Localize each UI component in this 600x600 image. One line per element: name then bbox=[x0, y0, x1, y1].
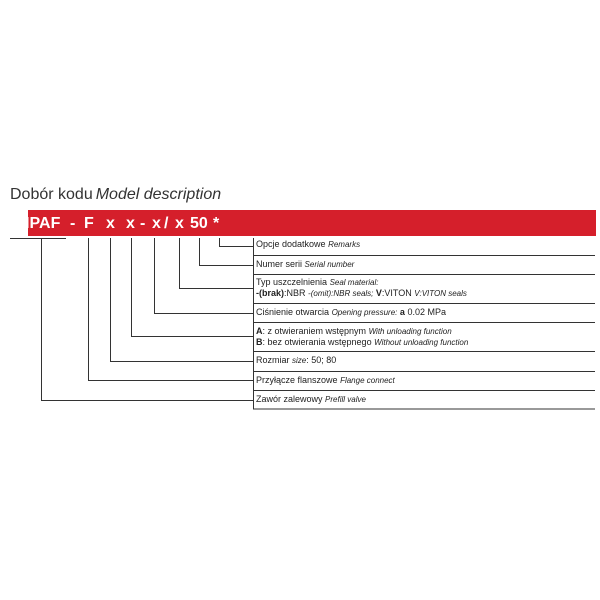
unloading-b-pl: : bez otwierania wstępnego bbox=[262, 337, 372, 347]
row-valve bbox=[256, 394, 366, 405]
seal-opt2-en: V:VITON seals bbox=[414, 289, 467, 298]
seal-opt1-en: -(omit):NBR seals; bbox=[308, 289, 374, 298]
pressure-code: a bbox=[399, 307, 405, 317]
leader-seal bbox=[180, 238, 254, 289]
flange-pl: Przyłącze flanszowe bbox=[256, 375, 338, 385]
serial-en: Serial number bbox=[304, 260, 355, 269]
seal-opt1-value: :NBR bbox=[284, 288, 306, 298]
code-x-4: x bbox=[175, 215, 184, 232]
remarks-pl: Opcje dodatkowe bbox=[256, 239, 326, 249]
seal-en: Seal material: bbox=[329, 278, 379, 287]
leader-unloading bbox=[132, 238, 254, 337]
leader-valve bbox=[42, 238, 254, 401]
valve-en: Prefill valve bbox=[325, 395, 366, 404]
row-unloading bbox=[256, 326, 468, 348]
code-x-2: x bbox=[126, 215, 135, 232]
remarks-en: Remarks bbox=[328, 240, 361, 249]
size-value: : 50; 80 bbox=[306, 355, 337, 365]
flange-en: Flange connect bbox=[340, 376, 395, 385]
row-pressure bbox=[256, 307, 446, 318]
code-slash: / bbox=[164, 215, 169, 232]
unloading-b-code: B bbox=[256, 337, 263, 347]
heading-polish: Dobór kodu bbox=[10, 186, 93, 203]
row-serial bbox=[256, 259, 354, 270]
row-seal bbox=[256, 277, 467, 299]
leader-serial bbox=[200, 238, 254, 266]
size-pl: Rozmiar bbox=[256, 355, 290, 365]
seal-opt2-value: :VITON bbox=[381, 288, 412, 298]
code-dash-2: - bbox=[140, 215, 146, 232]
seal-pl: Typ uszczelnienia bbox=[256, 277, 328, 287]
pressure-pl: Ciśnienie otwarcia bbox=[256, 307, 330, 317]
leader-pressure bbox=[155, 238, 254, 314]
row-flange bbox=[256, 375, 395, 386]
unloading-b-en: Without unloading function bbox=[374, 338, 469, 347]
code-hpaf: HPAF bbox=[18, 215, 61, 232]
unloading-a-pl: : z otwieraniem wstępnym bbox=[262, 326, 367, 336]
code-x-3: x bbox=[152, 215, 161, 232]
leader-remarks bbox=[220, 238, 254, 247]
pressure-en: Opening pressure: bbox=[331, 308, 398, 317]
pressure-value: 0.02 MPa bbox=[407, 307, 446, 317]
seal-opt2-code: V bbox=[375, 288, 382, 298]
code-f: F bbox=[84, 215, 94, 232]
unloading-a-en: With unloading function bbox=[368, 327, 452, 336]
code-x-1: x bbox=[106, 215, 115, 232]
serial-pl: Numer serii bbox=[256, 259, 303, 269]
code-50: 50 bbox=[190, 215, 208, 232]
code-dash-1: - bbox=[70, 215, 76, 232]
row-remarks bbox=[256, 239, 360, 250]
size-en: size bbox=[292, 356, 307, 365]
heading-english: Model description bbox=[95, 186, 222, 203]
code-star: * bbox=[213, 215, 220, 232]
seal-opt1-code: -(brak) bbox=[256, 288, 285, 298]
leader-flange bbox=[89, 238, 254, 381]
unloading-a-code: A bbox=[256, 326, 263, 336]
valve-pl: Zawór zalewowy bbox=[256, 394, 323, 404]
row-size bbox=[256, 355, 336, 366]
